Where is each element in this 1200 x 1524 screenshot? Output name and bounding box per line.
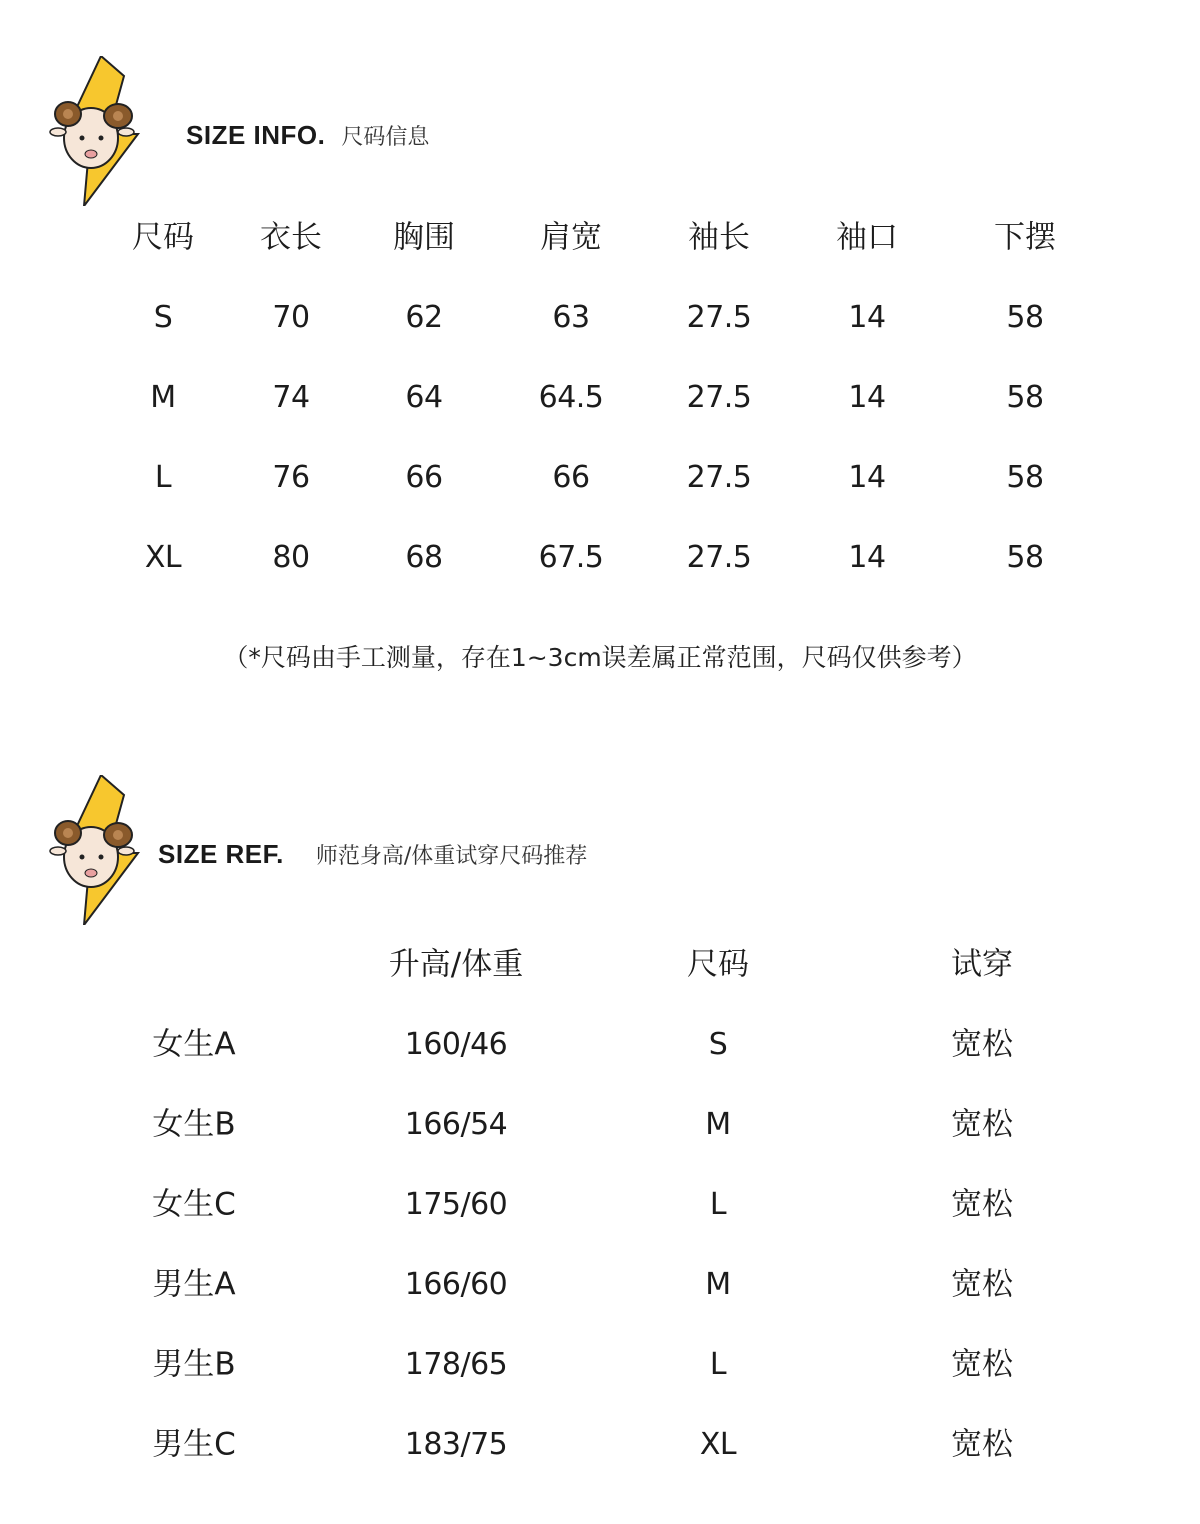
table-cell: XL [699, 1427, 737, 1462]
table-cell: 27.5 [686, 460, 752, 495]
table-cell: 27.5 [686, 300, 752, 335]
table-cell: 166/60 [404, 1267, 508, 1302]
table-header: 升高/体重 [388, 946, 524, 983]
table-cell: 68 [405, 540, 443, 575]
table-cell: 63 [552, 300, 590, 335]
table-cell: 74 [272, 380, 310, 415]
table-cell: M [150, 380, 176, 415]
table-header: 下摆 [994, 219, 1056, 256]
table-cell: 62 [405, 300, 443, 335]
table-cell: 女生A [152, 1026, 236, 1063]
table-cell: 175/60 [404, 1187, 508, 1222]
table-header: 衣长 [260, 219, 322, 256]
measurement-note: （*尺码由手工测量，存在1~3cm误差属正常范围，尺码仅供参考） [223, 643, 977, 672]
table-header: 袖长 [688, 219, 750, 256]
table-cell: 70 [272, 300, 310, 335]
table-cell: L [709, 1187, 727, 1222]
table-header: 尺码 [687, 946, 749, 983]
table-cell: 男生B [152, 1346, 236, 1383]
table-cell: 14 [848, 380, 886, 415]
size-info-title [186, 120, 429, 151]
size-ref-title-en: SIZE REF. [158, 839, 284, 869]
size-ref-title-cn: 师范身高/体重试穿尺码推荐 [315, 844, 588, 869]
table-cell: 76 [272, 460, 310, 495]
table-cell: 14 [848, 540, 886, 575]
table-header: 袖口 [836, 219, 898, 256]
table-cell: 160/46 [404, 1027, 508, 1062]
table-cell: 166/54 [404, 1107, 508, 1142]
table-cell: 宽松 [951, 1186, 1013, 1223]
table-header: 尺码 [132, 219, 194, 256]
table-cell: 男生A [152, 1266, 236, 1303]
table-header: 胸围 [393, 219, 455, 256]
table-cell: 27.5 [686, 380, 752, 415]
table-cell: 女生C [152, 1186, 236, 1223]
size-ref-title [158, 839, 587, 870]
table-cell: 14 [848, 300, 886, 335]
table-cell: 64 [405, 380, 443, 415]
table-cell: 宽松 [951, 1266, 1013, 1303]
ram-mascot-icon [46, 775, 146, 925]
table-cell: 58 [1006, 540, 1044, 575]
table-cell: S [708, 1027, 728, 1062]
table-cell: 宽松 [951, 1426, 1013, 1463]
table-cell: 80 [272, 540, 310, 575]
table-header: 肩宽 [540, 219, 602, 256]
table-cell: 58 [1006, 460, 1044, 495]
table-cell: L [154, 460, 172, 495]
size-info-title-cn: 尺码信息 [341, 125, 430, 150]
table-cell: M [705, 1267, 731, 1302]
table-cell: 67.5 [538, 540, 604, 575]
table-cell: 宽松 [951, 1346, 1013, 1383]
table-cell: S [153, 300, 173, 335]
table-cell: 66 [552, 460, 590, 495]
table-cell: 宽松 [951, 1106, 1013, 1143]
table-cell: XL [144, 540, 182, 575]
table-cell: 183/75 [404, 1427, 508, 1462]
table-cell: 64.5 [538, 380, 604, 415]
table-cell: 66 [405, 460, 443, 495]
table-cell: 178/65 [404, 1347, 508, 1382]
table-cell: 58 [1006, 380, 1044, 415]
table-cell: 宽松 [951, 1026, 1013, 1063]
table-cell: 27.5 [686, 540, 752, 575]
table-header: 试穿 [951, 946, 1013, 983]
table-cell: L [709, 1347, 727, 1382]
table-cell: 女生B [152, 1106, 236, 1143]
table-cell: 14 [848, 460, 886, 495]
size-info-title-en: SIZE INFO. [186, 120, 326, 150]
ram-mascot-icon [46, 56, 146, 206]
table-cell: 男生C [152, 1426, 236, 1463]
table-cell: 58 [1006, 300, 1044, 335]
table-cell: M [705, 1107, 731, 1142]
